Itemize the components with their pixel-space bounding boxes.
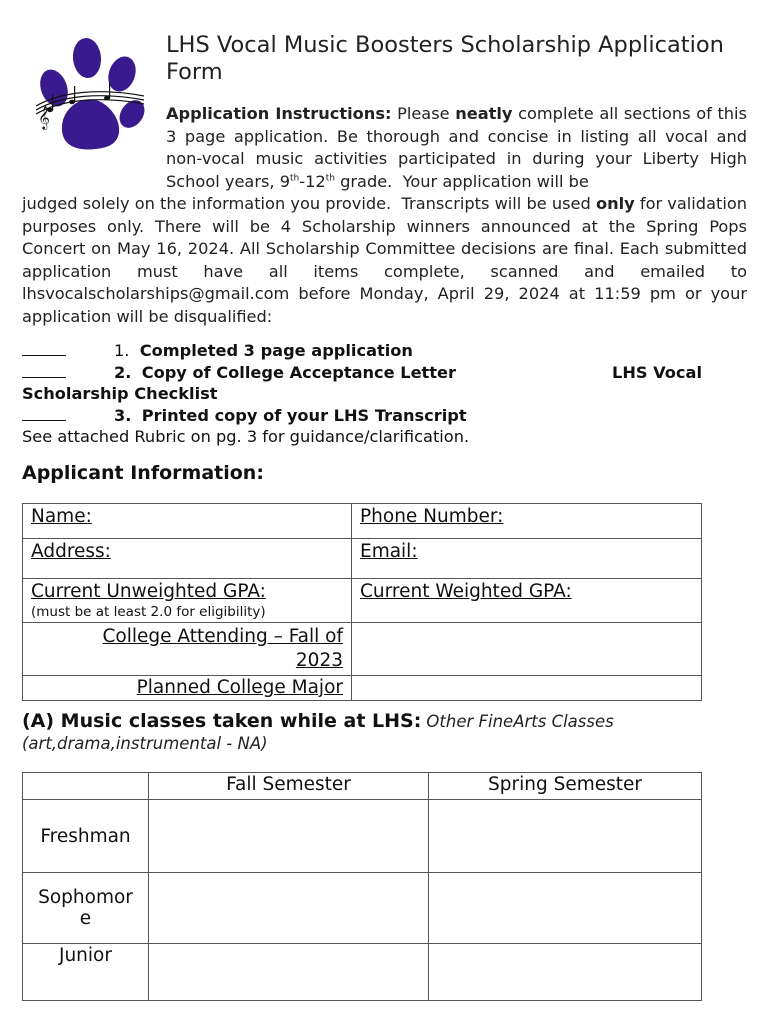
instr-body-1: complete all sections of this 3 page application. Be thorough and concise in listing all vocal and non-vocal music activities participated in during your Liberty High School years, 9th-12th grade. Your application will be [166, 104, 747, 191]
checklist [22, 340, 747, 448]
freshman-fall-cell[interactable] [149, 800, 429, 873]
checklist-item-1 [22, 340, 747, 362]
address-label: Address: [31, 541, 111, 562]
paw-logo [32, 36, 150, 156]
planned-major-label-cell [23, 676, 352, 701]
sophomore-fall-cell[interactable] [149, 873, 429, 944]
checklist-item-2 [22, 362, 747, 384]
phone-label: Phone Number: [360, 506, 504, 527]
item-2-label: Copy of College Acceptance Letter [141, 362, 456, 382]
sophomore-label-a: Sophomor [38, 887, 133, 908]
junior-fall-cell[interactable] [149, 944, 429, 1001]
sophomore-spring-cell[interactable] [429, 873, 702, 944]
year-header-cell [23, 773, 149, 800]
weighted-gpa-label: Current Weighted GPA: [360, 581, 572, 602]
section-a-heading [22, 710, 747, 755]
planned-major-field[interactable] [352, 676, 702, 701]
section-a-note-b: (art,drama,instrumental - NA) [22, 734, 268, 753]
svg-text:𝄞: 𝄞 [38, 105, 50, 129]
gpa-eligibility-note: (must be at least 2.0 for eligibility) [31, 604, 266, 620]
page-title: LHS Vocal Music Boosters Scholarship Application Form [166, 32, 724, 85]
instr-please: Please [397, 104, 450, 123]
item-1-number: 1. [114, 341, 130, 360]
music-classes-table [22, 772, 702, 1001]
phone-field[interactable] [352, 504, 702, 539]
college-attending-label-b: 2023 [295, 650, 343, 671]
checklist-side-label-a: LHS Vocal [612, 362, 702, 382]
name-label: Name: [31, 506, 92, 527]
checkbox-line-3[interactable] [22, 406, 66, 421]
college-attending-field[interactable] [352, 623, 702, 676]
item-3-number: 3. [114, 405, 132, 425]
paw-toe-2 [71, 37, 102, 79]
row-sophomore-label [23, 873, 149, 944]
applicant-info-table [22, 503, 702, 701]
planned-major-label: Planned College Major [136, 677, 343, 698]
checklist-side-label-b: Scholarship Checklist [22, 384, 218, 403]
spring-semester-header: Spring Semester [429, 773, 702, 800]
freshman-spring-cell[interactable] [429, 800, 702, 873]
sophomore-label-b: e [79, 908, 92, 929]
row-freshman-label: Freshman [23, 800, 149, 873]
checkbox-line-1[interactable] [22, 341, 66, 356]
instructions-block-top [166, 103, 747, 193]
checklist-note [22, 426, 747, 448]
applicant-info-heading: Applicant Information: [22, 462, 264, 484]
section-a-title: (A) Music classes taken while at LHS: [22, 710, 422, 732]
instructions-block-bottom [22, 193, 747, 329]
rubric-note: See attached Rubric on pg. 3 for guidance/clarification. [22, 427, 470, 446]
unweighted-gpa-field[interactable] [23, 579, 352, 623]
junior-spring-cell[interactable] [429, 944, 702, 1001]
instr-only: only [595, 194, 635, 213]
item-3-label: Printed copy of your LHS Transcript [141, 405, 467, 425]
instr-neatly: neatly [455, 104, 513, 123]
college-attending-label-cell [23, 623, 352, 676]
instructions-label-top: Application Instructions: [166, 104, 392, 123]
checklist-item-3 [22, 405, 747, 427]
unweighted-gpa-label: Current Unweighted GPA: [31, 581, 266, 602]
weighted-gpa-field[interactable] [352, 579, 702, 623]
email-label: Email: [360, 541, 418, 562]
address-field[interactable] [23, 539, 352, 579]
instr-body-2: judged solely on the information you provide. Transcripts will be used [22, 194, 591, 213]
name-field[interactable] [23, 504, 352, 539]
item-1-label: Completed 3 page application [139, 341, 413, 360]
college-attending-label-a: College Attending – Fall of [102, 626, 343, 647]
section-a-note-a: Other FineArts Classes [426, 712, 614, 731]
fall-semester-header: Fall Semester [149, 773, 429, 800]
paw-pad [62, 99, 119, 149]
email-field[interactable] [352, 539, 702, 579]
item-2-number: 2. [114, 362, 132, 382]
row-junior-label: Junior [23, 944, 149, 1001]
checklist-subtitle-row [22, 383, 747, 405]
checkbox-line-2[interactable] [22, 363, 66, 378]
instr-body-3: for validation purposes only. There will be 4 Scholarship winners announced at the Spring Pops Concert on May 16, 2024. All Scholarship Committee decisions are final. Each submitted application must have all items complete, scanned and emailed to lhsvocalscholarships@gmail.com before Monday, April 29, 2024 at 11:59 pm or your application will be disqualified: [22, 194, 748, 326]
